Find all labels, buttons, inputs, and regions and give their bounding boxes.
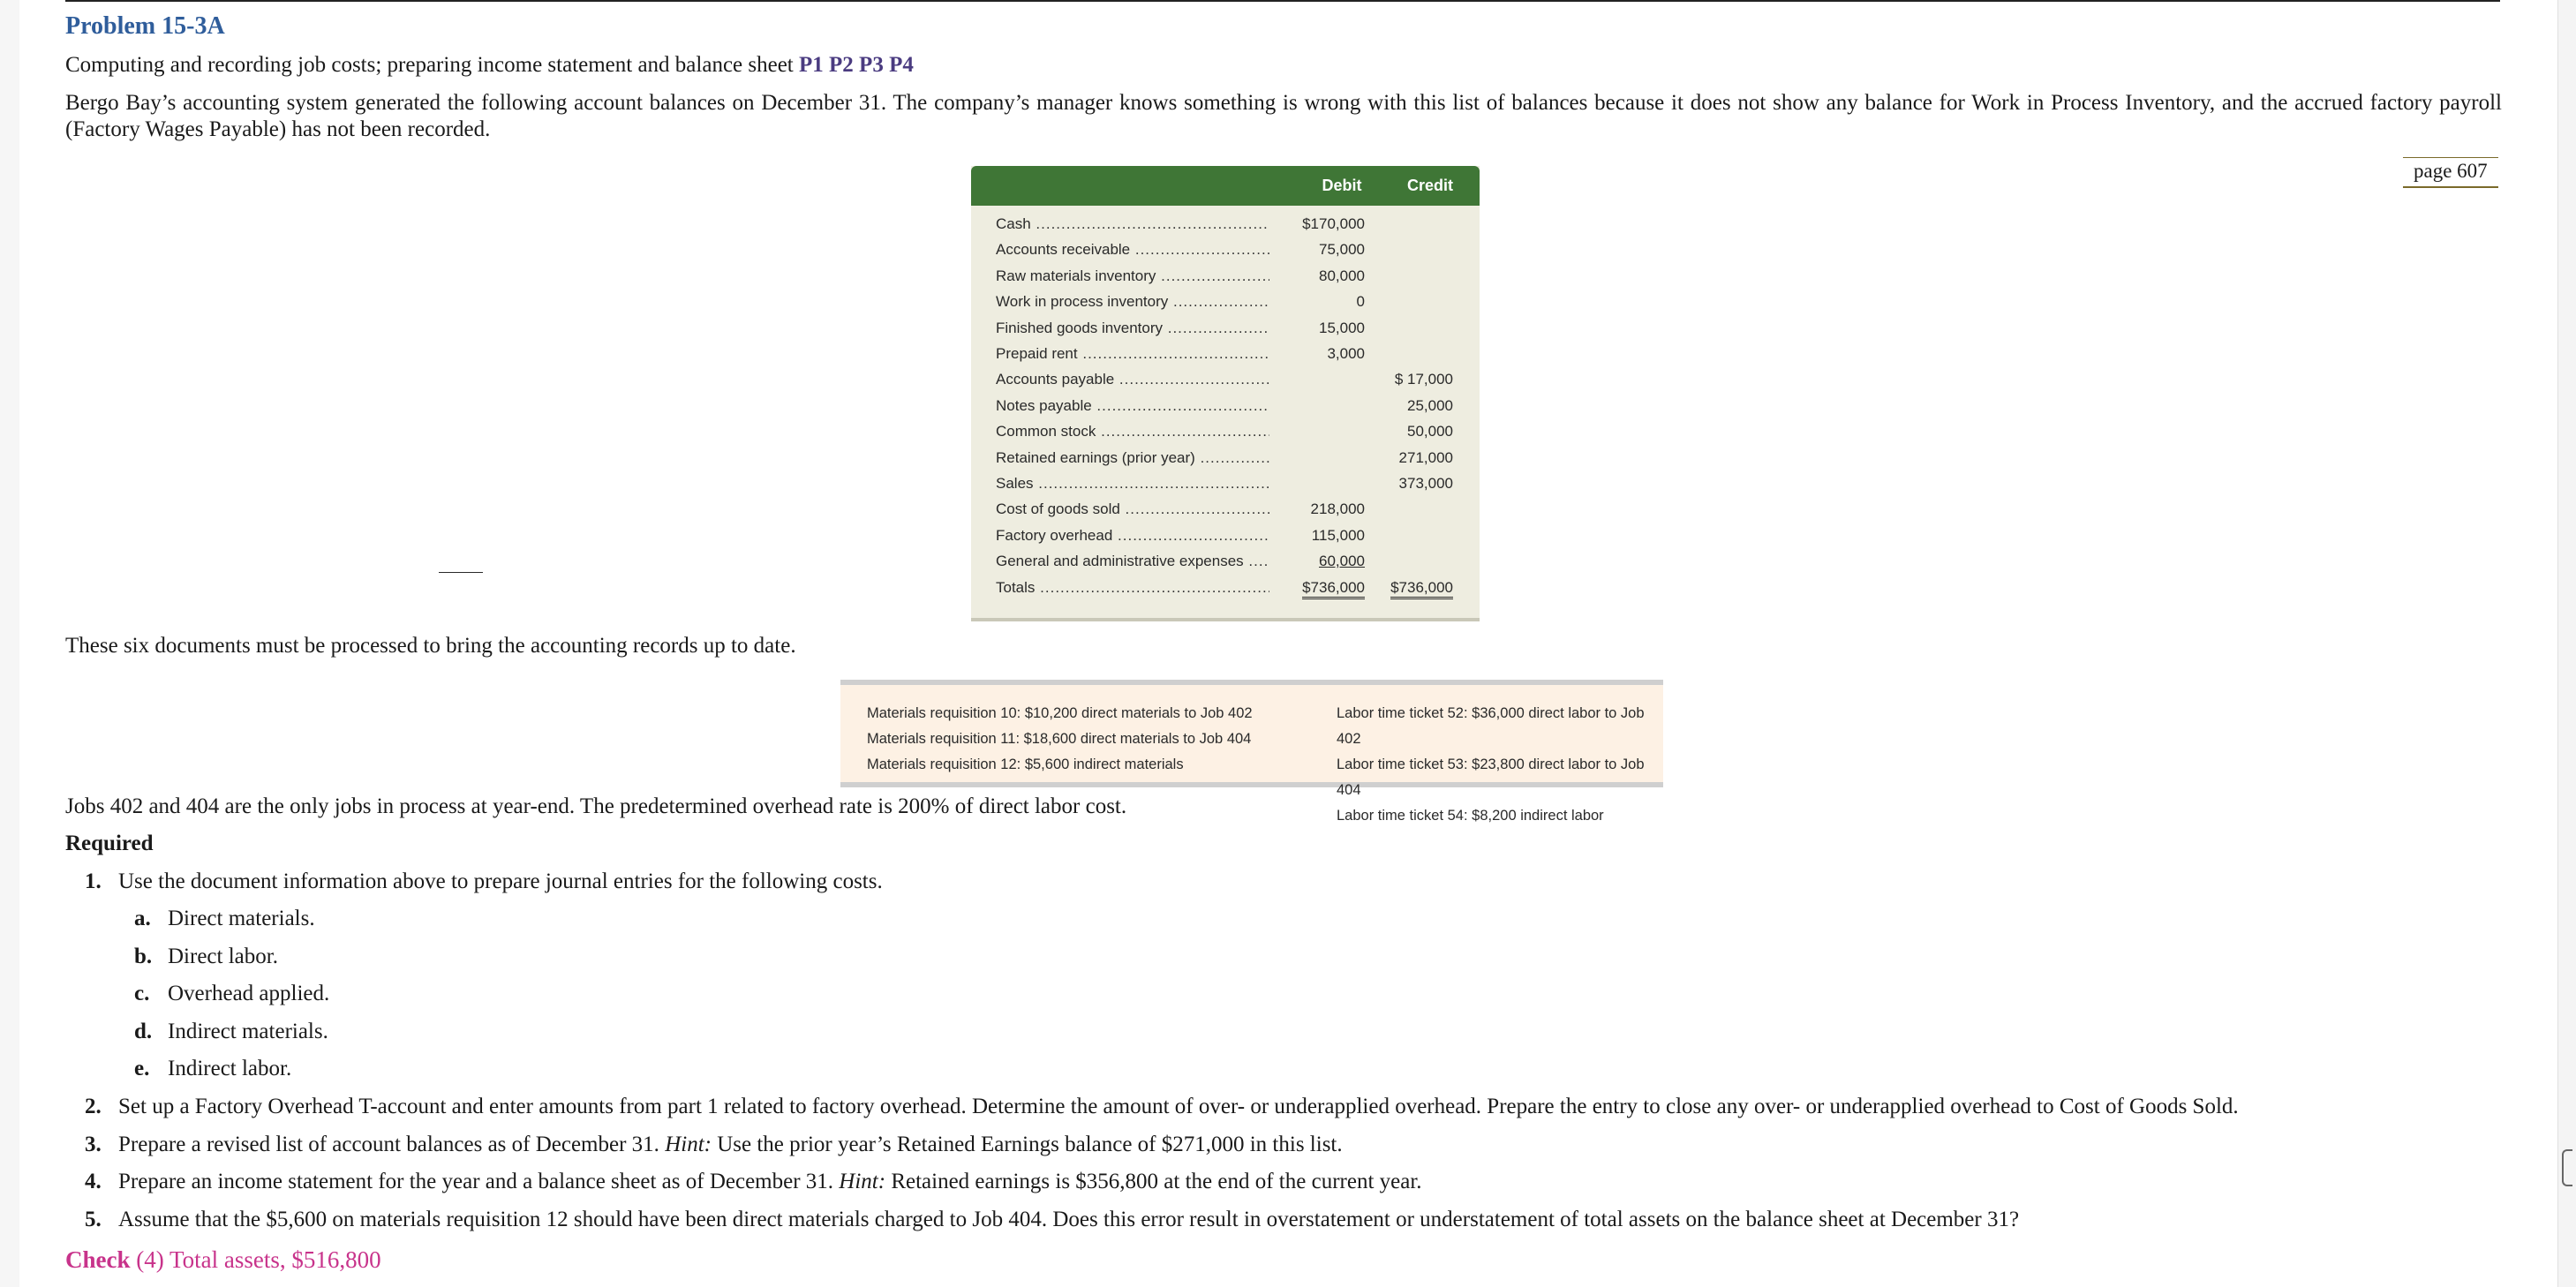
table-header [971,166,1480,206]
credit-value: 25,000 [1407,396,1453,414]
account-name: Finished goods inventory ..... [996,320,1269,337]
requirement-1d [134,1020,328,1044]
requirement-1 [85,869,883,894]
debit-value: 3,000 [1327,345,1365,362]
hint-text: Retained earnings is $356,800 at the end of the current year. [885,1170,1422,1193]
jobs-paragraph: Jobs 402 and 404 are the only jobs in process at year-end. The predetermined overhead rate is 200% of direct labor cost. [65,794,1127,818]
debit-value: 0 [1356,293,1365,311]
table-row [971,290,1480,315]
sub-letter: c. [134,982,150,1005]
table-row [971,549,1480,575]
debit-value: 75,000 [1319,241,1365,259]
learning-objective-codes[interactable]: P1 P2 P3 P4 [799,53,914,77]
account-name: Raw materials inventory ..... [996,267,1269,285]
account-name: Factory overhead ..... [996,527,1269,545]
credit-total-value: $736,000 [1390,579,1453,599]
hint-text: Use the prior year’s Retained Earnings balance of $271,000 in this list. [711,1133,1343,1156]
document-line: Materials requisition 12: $5,600 indirect materials [867,756,1184,772]
problem-title: Problem 15-3A [65,12,225,40]
table-row [971,212,1480,237]
sub-text: Direct labor. [168,945,278,968]
requirement-1c [134,982,329,1006]
document-line: Labor time ticket 53: $23,800 direct labor to Job 404 [1337,756,1645,798]
account-name: Cash ..... [996,215,1269,233]
debit-total-value: $736,000 [1302,579,1365,599]
source-documents-box [840,680,1663,824]
requirement-number: 3. [85,1133,102,1156]
table-row [971,264,1480,290]
account-name: Prepaid rent ..... [996,345,1269,363]
table-row-totals [971,576,1480,601]
credit-subtotal-rule [439,572,483,573]
account-name: Retained earnings (prior year) ..... [996,449,1269,467]
requirement-text: Use the document information above to prepare journal entries for the following costs. [118,869,883,893]
sub-letter: e. [134,1057,150,1080]
labor-time-tickets [1337,701,1663,829]
debit-header: Debit [1322,177,1362,194]
problem-subtitle [65,53,914,78]
sub-letter: a. [134,907,151,930]
debit-value: 15,000 [1319,319,1365,336]
sub-text: Overhead applied. [168,982,330,1005]
document-line: Labor time ticket 52: $36,000 direct labor to Job 402 [1337,705,1645,747]
credit-value: $ 17,000 [1394,371,1453,388]
credit-total [1377,579,1453,597]
requirement-text: Prepare a revised list of account balances as of December 31. [118,1133,666,1156]
account-name: Accounts receivable ..... [996,241,1269,259]
intro-paragraph: Bergo Bay’s accounting system generated the following account balances on December 31. The company’s manager knows something is wrong with this list of balances because it does not show any balance for Work in Process Inventory, and the accrued factory payroll (Factory Wages Payable) has not been recorded. [65,91,2502,141]
document-line: Labor time ticket 54: $8,200 indirect labor [1337,808,1604,824]
requirement-number: 5. [85,1208,102,1231]
required-heading: Required [65,832,154,855]
documents-intro: These six documents must be processed to bring the accounting records up to date. [65,634,796,658]
requirement-text: Set up a Factory Overhead T-account and enter amounts from part 1 related to factory overhead. Determine the amount of over- or underapplied overhead. Prepare the entry to close any over- or underapplied overhead to Cost of Goods Sold. [118,1095,2239,1118]
requirement-2 [85,1095,2239,1119]
hint-label: Hint: [839,1170,886,1193]
table-row [971,394,1480,419]
page-reference: page 607 [2403,157,2498,188]
requirement-number: 4. [85,1170,102,1193]
table-row [971,446,1480,471]
account-name: General and administrative expenses ..... [996,553,1269,570]
hint-label: Hint: [665,1133,712,1156]
table-row [971,316,1480,342]
requirement-3 [85,1133,1343,1157]
requirement-text: Prepare an income statement for the year and a balance sheet as of December 31. [118,1170,840,1193]
requirement-1a [134,907,315,931]
account-balances-table [971,166,1480,621]
sub-letter: d. [134,1020,153,1043]
table-row [971,471,1480,497]
credit-value: 373,000 [1398,475,1453,492]
check-text: (4) Total assets, $516,800 [136,1246,381,1273]
account-name: Accounts payable ..... [996,371,1269,388]
document-line: Materials requisition 10: $10,200 direct materials to Job 402 [867,705,1253,721]
account-name: Sales ..... [996,475,1269,493]
sub-letter: b. [134,945,153,968]
top-divider [65,0,2500,2]
debit-value: $170,000 [1302,215,1365,232]
table-row [971,367,1480,393]
requirement-number: 2. [85,1095,102,1118]
check-figure [65,1246,381,1274]
table-row [971,523,1480,549]
table-row [971,419,1480,445]
requirement-1b [134,945,278,969]
materials-requisitions [867,701,1253,778]
debit-value: 60,000 [1319,553,1365,570]
requirement-number: 1. [85,869,102,893]
account-name: Work in process inventory ..... [996,293,1269,311]
account-name: Notes payable ..... [996,397,1269,415]
requirement-5 [85,1208,2019,1232]
page-left-margin [0,0,19,1287]
subtitle-text: Computing and recording job costs; preparing income statement and balance sheet [65,53,794,77]
debit-value: 115,000 [1311,526,1365,544]
sub-text: Indirect labor. [168,1057,292,1080]
debit-value: 218,000 [1310,500,1365,518]
account-name: Totals ..... [996,579,1269,597]
table-row [971,342,1480,367]
sub-text: Direct materials. [168,907,315,930]
sub-text: Indirect materials. [168,1020,328,1043]
credit-value: 271,000 [1398,448,1453,466]
requirement-text: Assume that the $5,600 on materials requisition 12 should have been direct materials charged to Job 404. Does this error result in overstatement or understatement of total assets on the balance sheet at December 31? [118,1208,2020,1231]
check-label: Check [65,1246,131,1273]
debit-total [1289,579,1365,597]
table-row [971,237,1480,263]
table-row [971,497,1480,523]
requirement-1e [134,1057,291,1081]
scrollbar-track[interactable] [2557,0,2576,1287]
debit-value: 80,000 [1319,267,1365,284]
account-name: Cost of goods sold ..... [996,500,1269,518]
scroll-handle[interactable] [2562,1149,2572,1186]
requirement-4 [85,1170,1422,1194]
credit-header: Credit [1406,177,1453,194]
credit-value: 50,000 [1407,423,1453,440]
document-line: Materials requisition 11: $18,600 direct materials to Job 404 [867,731,1252,747]
account-name: Common stock ..... [996,423,1269,440]
